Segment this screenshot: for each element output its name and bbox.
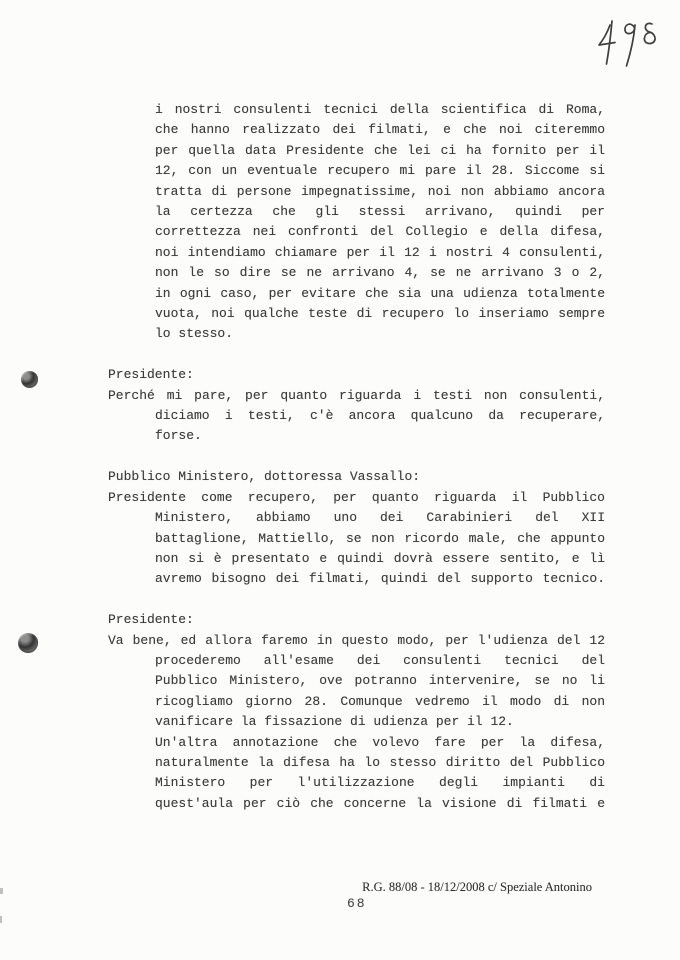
transcript-line: non le so dire se ne arrivano 4, se ne arrivano 3 o 2, xyxy=(155,265,605,281)
speaker-label: Presidente: xyxy=(108,612,194,628)
transcript-line: Un'altra annotazione che volevo fare per la difesa, xyxy=(155,734,605,750)
ink-blot-mark xyxy=(16,631,40,655)
transcript-line: correttezza nei confronti del Collegio e della difesa, xyxy=(155,224,605,240)
transcript-line: quest'aula per ciò che concerne la visione di filmati e xyxy=(155,795,605,811)
transcript-line: battaglione, Mattiello, se non ricordo male, che appunto xyxy=(155,530,605,546)
transcript-line: per quella data Presidente che lei ci ha fornito per il xyxy=(155,142,605,158)
transcript-line: non si è presentato e quindi dovrà essere sentito, e lì xyxy=(155,550,605,566)
transcript-line: naturalmente la difesa ha lo stesso diritto del Pubblico xyxy=(155,754,605,770)
speech-pubblico-ministero xyxy=(108,467,605,589)
transcript-line: noi intendiamo chiamare per il 12 i nostri 4 consulenti, xyxy=(155,244,605,260)
transcript-line: vuota, noi qualche teste di recupero lo inseriamo sempre xyxy=(155,306,605,322)
transcript-line: avremo bisogno dei filmati, quindi del supporto tecnico. xyxy=(155,571,605,587)
transcript-line: Presidente come recupero, per quanto riguarda il Pubblico xyxy=(108,489,605,505)
transcript-line: forse. xyxy=(155,428,202,444)
scan-edge-artifact xyxy=(0,888,3,894)
transcript-line: che hanno realizzato dei filmati, e che noi citeremmo xyxy=(155,122,605,138)
speech-presidente-1 xyxy=(108,365,605,447)
transcript-line: in ogni caso, per evitare che sia una udienza totalmente xyxy=(155,285,605,301)
transcript-line: ricogliamo giorno 28. Comunque vedremo il modo di non xyxy=(155,693,605,709)
handwritten-page-mark-498 xyxy=(594,14,666,72)
transcript-line: Pubblico Ministero, ove potranno intervenire, se no li xyxy=(155,673,605,689)
transcript-line: diciamo i testi, c'è ancora qualcuno da recuperare, xyxy=(155,408,605,424)
transcript-line: Ministero, abbiamo uno dei Carabinieri del XII xyxy=(155,510,605,526)
transcript-line: la certezza che gli stessi arrivano, quindi per xyxy=(155,204,605,220)
transcript-line: Ministero per l'utilizzazione degli impianti di xyxy=(155,775,605,791)
speaker-label: Presidente: xyxy=(108,367,194,383)
transcript-body xyxy=(108,100,605,835)
scan-edge-artifact xyxy=(0,916,2,923)
paragraph-continuation xyxy=(108,100,605,345)
transcript-line: Perché mi pare, per quanto riguarda i testi non consulenti, xyxy=(108,387,605,403)
ink-blot-mark xyxy=(21,371,38,388)
case-reference-footer: R.G. 88/08 - 18/12/2008 c/ Speziale Antonino xyxy=(362,880,592,894)
transcript-line: vanificare la fissazione di udienza per il 12. xyxy=(155,714,514,730)
transcript-line: procederemo all'esame dei consulenti tecnici del xyxy=(155,652,605,668)
speech-presidente-2 xyxy=(108,610,605,814)
transcript-line: lo stesso. xyxy=(155,326,234,342)
transcript-line: 12, con un eventuale recupero mi pare il 28. Siccome si xyxy=(155,163,605,179)
transcript-line: i nostri consulenti tecnici della scientifica di Roma, xyxy=(155,102,605,117)
transcript-line: tratta di persone impegnatissime, noi non abbiamo ancora xyxy=(155,183,605,199)
speaker-label: Pubblico Ministero, dottoressa Vassallo: xyxy=(108,469,421,485)
page-number: 68 xyxy=(347,896,367,911)
transcript-line: Va bene, ed allora faremo in questo modo, per l'udienza del 12 xyxy=(108,632,605,648)
